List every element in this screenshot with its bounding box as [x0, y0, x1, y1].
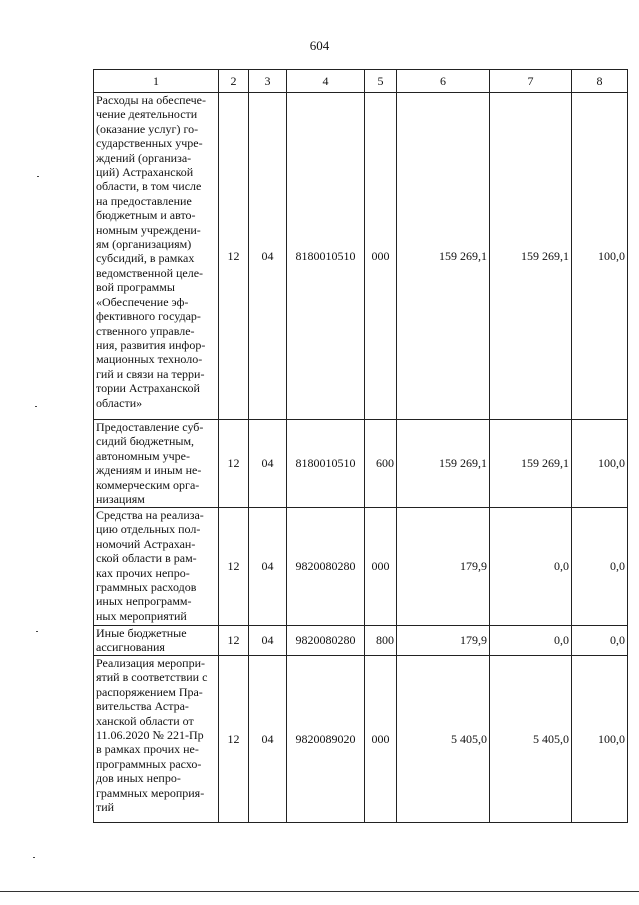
table-row [94, 626, 628, 656]
budget-table [93, 69, 628, 823]
column-header: 2 [219, 70, 249, 93]
cell-col3: 04 [249, 420, 287, 508]
cell-col8: 100,0 [572, 656, 628, 823]
cell-col6: 159 269,1 [397, 93, 490, 420]
cell-col2: 12 [219, 93, 249, 420]
cell-col7: 159 269,1 [490, 420, 572, 508]
table-row [94, 656, 628, 823]
cell-col2: 12 [219, 420, 249, 508]
cell-col4: 8180010510 [287, 420, 365, 508]
cell-col7: 0,0 [490, 626, 572, 656]
column-header: 8 [572, 70, 628, 93]
cell-col4: 9820089020 [287, 656, 365, 823]
cell-col7: 159 269,1 [490, 93, 572, 420]
cell-col5: 000 [365, 508, 397, 626]
cell-col5: 600 [365, 420, 397, 508]
cell-col6: 159 269,1 [397, 420, 490, 508]
cell-col8: 100,0 [572, 420, 628, 508]
column-header: 5 [365, 70, 397, 93]
cell-col3: 04 [249, 626, 287, 656]
cell-col8: 0,0 [572, 626, 628, 656]
row-description [94, 626, 219, 656]
scan-speck [33, 857, 35, 858]
row-description [94, 93, 219, 420]
description-text: Средства на реализа- цию отдельных пол- номочий Астрахан- ской области в рам- ках прочих непро- граммных расходов иных непрограмм- ных мероприятий [96, 508, 204, 623]
description-text: Расходы на обеспече- чение деятельности (оказание услуг) го- сударственных учре- ждений (организа- ций) Астраханской области, в том числе на предоставление бюджетным и авто- номным учреждени- ям (организациям) субсидий, в рамках ведомственной целе- вой программы «Обеспечение эф- фективного государ- ственного управле- ния, развития инфор- мационных техноло- гий и связи на терри- тории Астраханской области» [96, 93, 206, 410]
row-description [94, 420, 219, 508]
cell-col5: 000 [365, 656, 397, 823]
cell-col3: 04 [249, 508, 287, 626]
cell-col6: 179,9 [397, 508, 490, 626]
scan-speck [36, 631, 38, 632]
cell-col8: 0,0 [572, 508, 628, 626]
bottom-rule [0, 891, 639, 892]
scan-speck [35, 406, 37, 407]
row-description [94, 508, 219, 626]
column-header: 6 [397, 70, 490, 93]
table-row [94, 508, 628, 626]
cell-col5: 800 [365, 626, 397, 656]
description-text: Реализация меропри- ятий в соответствии с распоряжением Пра- вительства Астра- ханской области от 11.06.2020 № 221-Пр в рамках прочих не- программных расхо- дов иных непро- граммных мероприя- тий [96, 656, 208, 815]
cell-col4: 9820080280 [287, 508, 365, 626]
table-row [94, 93, 628, 420]
page-number: 604 [309, 38, 330, 53]
table-header-row [94, 70, 628, 93]
table-row [94, 420, 628, 508]
cell-col3: 04 [249, 656, 287, 823]
row-description [94, 656, 219, 823]
column-header: 7 [490, 70, 572, 93]
cell-col2: 12 [219, 656, 249, 823]
column-header: 3 [249, 70, 287, 93]
cell-col4: 8180010510 [287, 93, 365, 420]
cell-col7: 0,0 [490, 508, 572, 626]
description-text: Иные бюджетные ассигнования [96, 626, 187, 655]
column-header: 1 [94, 70, 219, 93]
cell-col7: 5 405,0 [490, 656, 572, 823]
column-header: 4 [287, 70, 365, 93]
scan-speck [37, 176, 39, 177]
description-text: Предоставление суб- сидий бюджетным, автономным учре- ждениям и иным не- коммерческим орга- низациям [96, 420, 204, 507]
cell-col6: 179,9 [397, 626, 490, 656]
cell-col8: 100,0 [572, 93, 628, 420]
cell-col6: 5 405,0 [397, 656, 490, 823]
cell-col2: 12 [219, 626, 249, 656]
cell-col5: 000 [365, 93, 397, 420]
cell-col4: 9820080280 [287, 626, 365, 656]
cell-col3: 04 [249, 93, 287, 420]
cell-col2: 12 [219, 508, 249, 626]
